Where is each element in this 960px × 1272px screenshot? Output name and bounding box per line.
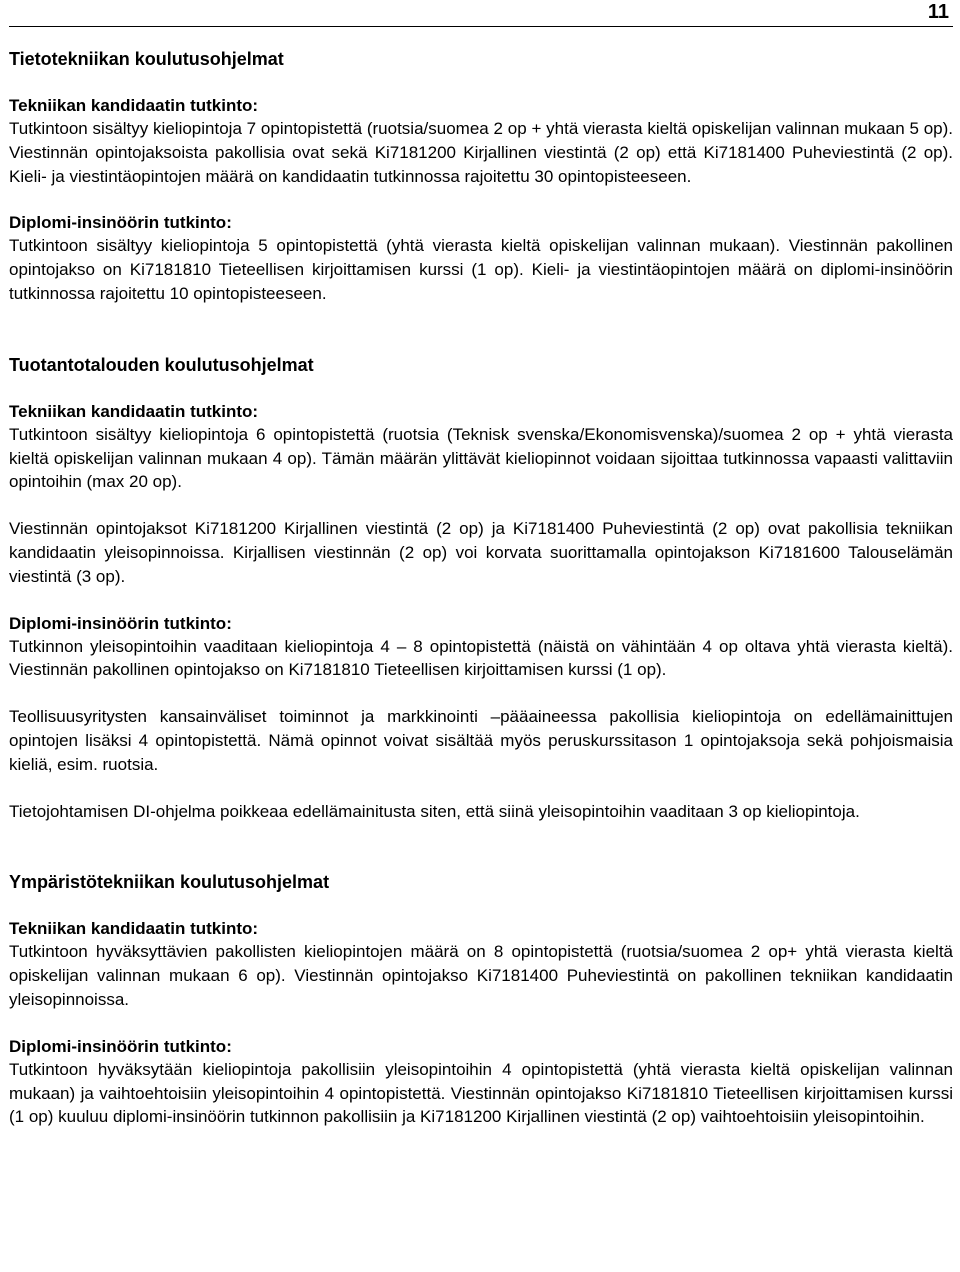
section-ymparistotekniikka [9, 870, 953, 1129]
subsection-heading-kandidaatti: Tekniikan kandidaatin tutkinto: [9, 96, 259, 115]
subsection-heading-diplomi: Diplomi-insinöörin tutkinto: [9, 213, 232, 233]
section-title: Tietotekniikan koulutusohjelmat [9, 49, 284, 69]
document-body [9, 47, 953, 1129]
paragraph: Teollisuusyritysten kansainväliset toiminnot ja markkinointi –pääaineessa pakollisia kieliopintoja on edellämainittujen opintojen lisäksi 4 opintopistettä. Nämä opinnot voivat sisältää myös peruskurssitason 1 opintojaksoja sekä pohjoismaisia kieliä, esim. ruotsia. [9, 707, 953, 774]
section-tuotantotalous [9, 353, 953, 824]
paragraph: Tutkinnon yleisopintoihin vaaditaan kieliopintoja 4 – 8 opintopistettä (näistä on vähintään 4 op oltava yhtä vierasta kieltä). Viestinnän pakollinen opintojakso on Ki7181810 Tieteellisen kirjoittamisen kurssi (1 op). [9, 636, 953, 680]
paragraph: Viestinnän opintojaksot Ki7181200 Kirjallinen viestintä (2 op) ja Ki7181400 Puheviestintä (2 op) ovat pakollisia tekniikan kandidaatin yleisopinnoissa. Kirjallisen viestinnän (2 op) voi korvata suorittamalla opintojakson Ki7181600 Talouselämän viestintä (3 op). [9, 519, 953, 586]
paragraph: Tutkintoon sisältyy kieliopintoja 7 opintopistettä (ruotsia/suomea 2 op + yhtä vierasta kieltä opiskelijan valinnan mukaan 5 op). Viestinnän opintojaksoista pakollisia ovat sekä Ki7181200 Kirjallinen viestintä (2 op) että Ki7181400 Puheviestintä (2 op). Kieli- ja viestintäopintojen määrä on kandidaatin tutkinnossa rajoitettu 30 opintopisteeseen. [9, 119, 953, 186]
paragraph: Tutkintoon sisältyy kieliopintoja 6 opintopistettä (ruotsia (Teknisk svenska/Ekonomisvenska)/suomea 2 op + yhtä vierasta kieltä opiskelijan valinnan mukaan 4 op). Tämän määrän ylittävät kieliopinnot voidaan sijoittaa tutkinnossa vapaasti valittaviin opintoihin (max 20 op). [9, 424, 953, 492]
page-number: 11 [927, 1, 949, 23]
subsection-heading-diplomi: Diplomi-insinöörin tutkinto: [9, 1036, 232, 1056]
subsection-heading-diplomi: Diplomi-insinöörin tutkinto: [9, 613, 232, 633]
paragraph: Tutkintoon sisältyy kieliopintoja 5 opintopistettä (yhtä vierasta kieltä opiskelijan valinnan mukaan). Viestinnän pakollinen opintojakso on Ki7181810 Tieteellisen kirjoittamisen kurssi (1 op). Kieli- ja viestintäopintojen määrä on diplomi-insinöörin tutkinnossa rajoitettu 10 opintopisteeseen. [9, 236, 953, 303]
paragraph: Tietojohtamisen DI-ohjelma poikkeaa edellämainitusta siten, että siinä yleisopintoihin vaaditaan 3 op kieliopintoja. [9, 801, 860, 821]
page-header [9, 0, 953, 27]
subsection-heading-kandidaatti: Tekniikan kandidaatin tutkinto: [9, 919, 259, 939]
paragraph: Tutkintoon hyväksyttävien pakollisten kieliopintojen määrä on 8 opintopistettä (ruotsia/suomea 2 op+ yhtä vierasta kieltä opiskelijan valinnan mukaan 6 op). Viestinnän opintojakso Ki7181400 Puheviestintä on pakollinen tekniikan kandidaatin yleisopinnoissa. [9, 942, 953, 1009]
section-title: Tuotantotalouden koulutusohjelmat [9, 354, 314, 375]
paragraph: Tutkintoon hyväksytään kieliopintoja pakollisiin yleisopintoihin 4 opintopistettä (yhtä vierasta kieltä opiskelijan valinnan mukaan) ja vaihtoehtoisiin yleisopintoihin 4 opintopistettä. Viestinnän opintojakso Ki7181810 Tieteellisen kirjoittamisen kurssi (1 op) kuuluu diplomi-insinöörin tutkinnon pakollisiin ja Ki7181200 Kirjallinen viestintä (2 op) vaihtoehtoisiin yleisopintoihin. [9, 1059, 953, 1127]
subsection-heading-kandidaatti: Tekniikan kandidaatin tutkinto: [9, 401, 259, 421]
section-title: Ympäristötekniikan koulutusohjelmat [9, 872, 330, 893]
section-tietotekniikka [9, 47, 953, 306]
